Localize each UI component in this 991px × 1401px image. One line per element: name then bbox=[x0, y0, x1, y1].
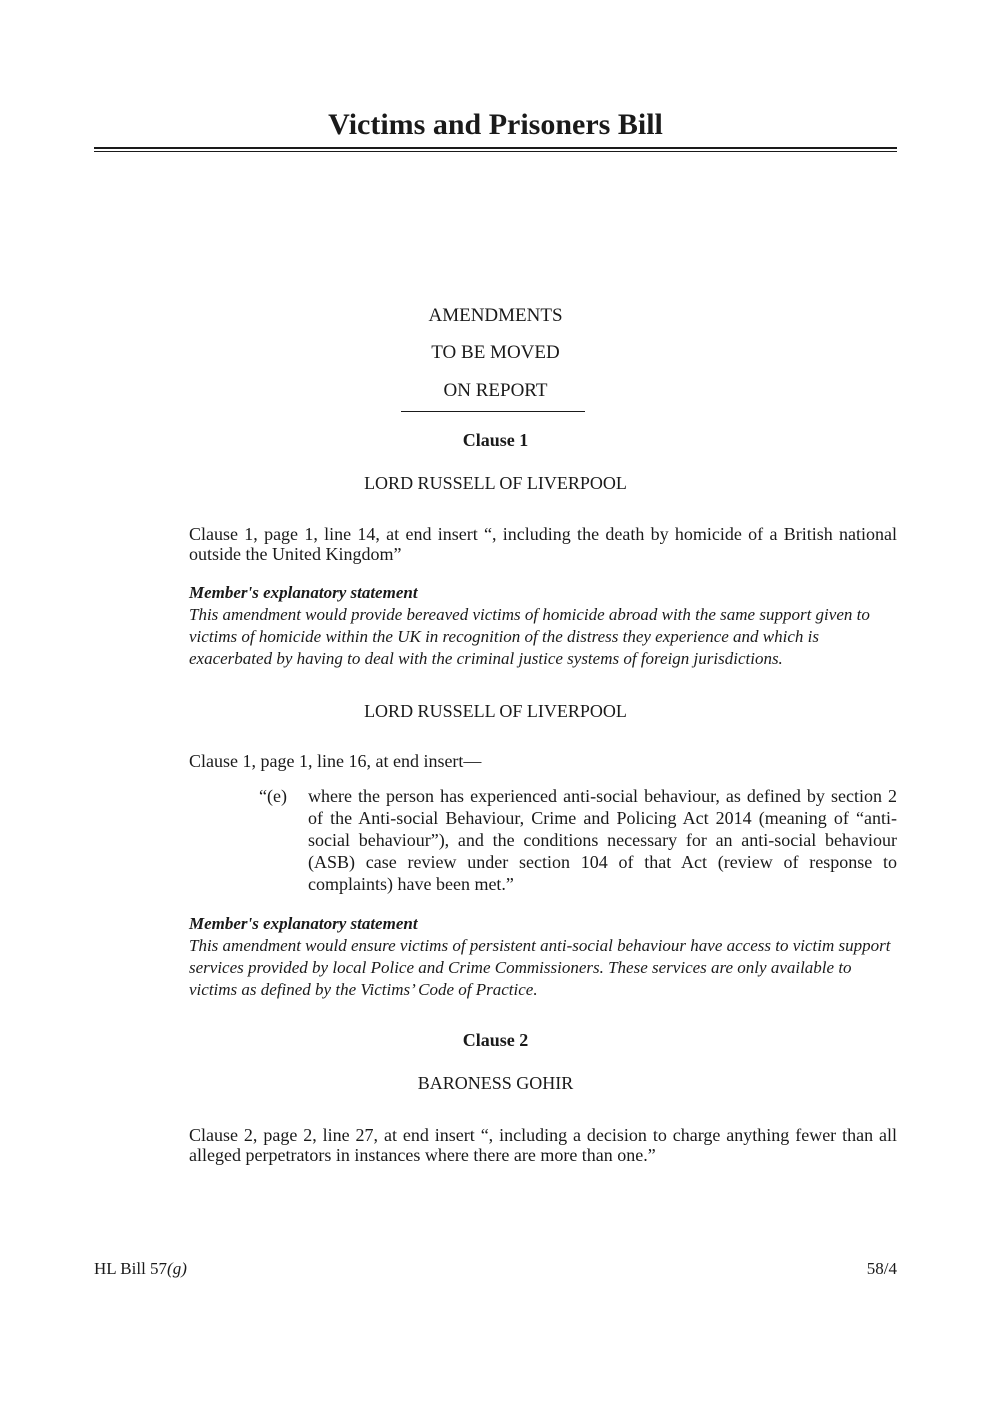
clause1-amendment1-statement-text: This amendment would provide bereaved victims of homicide abroad with the same support given to victims of homicide within the UK in recognition of the distress they experience and which is exacerbated by having to deal with the criminal justice systems of foreign jurisdictions. bbox=[189, 605, 870, 668]
title-rule-thin bbox=[94, 151, 897, 152]
clause1-amendment1-member: LORD RUSSELL OF LIVERPOOL bbox=[364, 473, 627, 493]
clause1-amendment2-sub-label: “(e) bbox=[259, 786, 287, 806]
clause1-amendment1-text: Clause 1, page 1, line 14, at end insert “, including the death by homicide of a British national outside the United Kingdom” bbox=[189, 524, 897, 564]
clause1-amendment2-sub-text: where the person has experienced anti-social behaviour, as defined by section 2 of the Anti-social Behaviour, Crime and Policing Act 2014 (meaning of “anti-social behaviour”), and the conditions necessary for an anti-social behaviour (ASB) case review under section 104 of that Act (review of response to complaints) have been met.” bbox=[308, 786, 897, 894]
clause2-amendment1-text: Clause 2, page 2, line 27, at end insert “, including a decision to charge anything fewer than all alleged perpetrators in instances where there are more than one.” bbox=[189, 1125, 897, 1165]
footer-bill-ref bbox=[94, 1258, 187, 1280]
heading-divider bbox=[401, 411, 585, 412]
amendments-heading-line3: ON REPORT bbox=[443, 380, 548, 401]
amendments-heading-line1: AMENDMENTS bbox=[428, 305, 563, 326]
clause2-amendment1-member: BARONESS GOHIR bbox=[417, 1073, 574, 1093]
bill-title: Victims and Prisoners Bill bbox=[328, 108, 663, 141]
clause1-heading: Clause 1 bbox=[462, 430, 529, 450]
clause1-amendment2-statement-label: Member's explanatory statement bbox=[189, 914, 418, 933]
title-rule-thick bbox=[94, 147, 897, 149]
footer-bill-number: HL Bill 57 bbox=[94, 1259, 168, 1278]
footer-page-ref: 58/4 bbox=[866, 1259, 897, 1278]
clause2-heading: Clause 2 bbox=[462, 1030, 529, 1050]
clause1-amendment1-statement-label: Member's explanatory statement bbox=[189, 583, 418, 602]
clause1-amendment2-text: Clause 1, page 1, line 16, at end insert— bbox=[189, 751, 482, 771]
footer-bill-suffix: (g) bbox=[167, 1259, 187, 1278]
amendments-heading-line2: TO BE MOVED bbox=[431, 342, 560, 363]
clause1-amendment2-statement-text: This amendment would ensure victims of persistent anti-social behaviour have access to victim support services provided by local Police and Crime Commissioners. These services are only available to victims as defined by the Victims’ Code of Practice. bbox=[189, 936, 891, 999]
clause1-amendment2-member: LORD RUSSELL OF LIVERPOOL bbox=[364, 701, 627, 721]
